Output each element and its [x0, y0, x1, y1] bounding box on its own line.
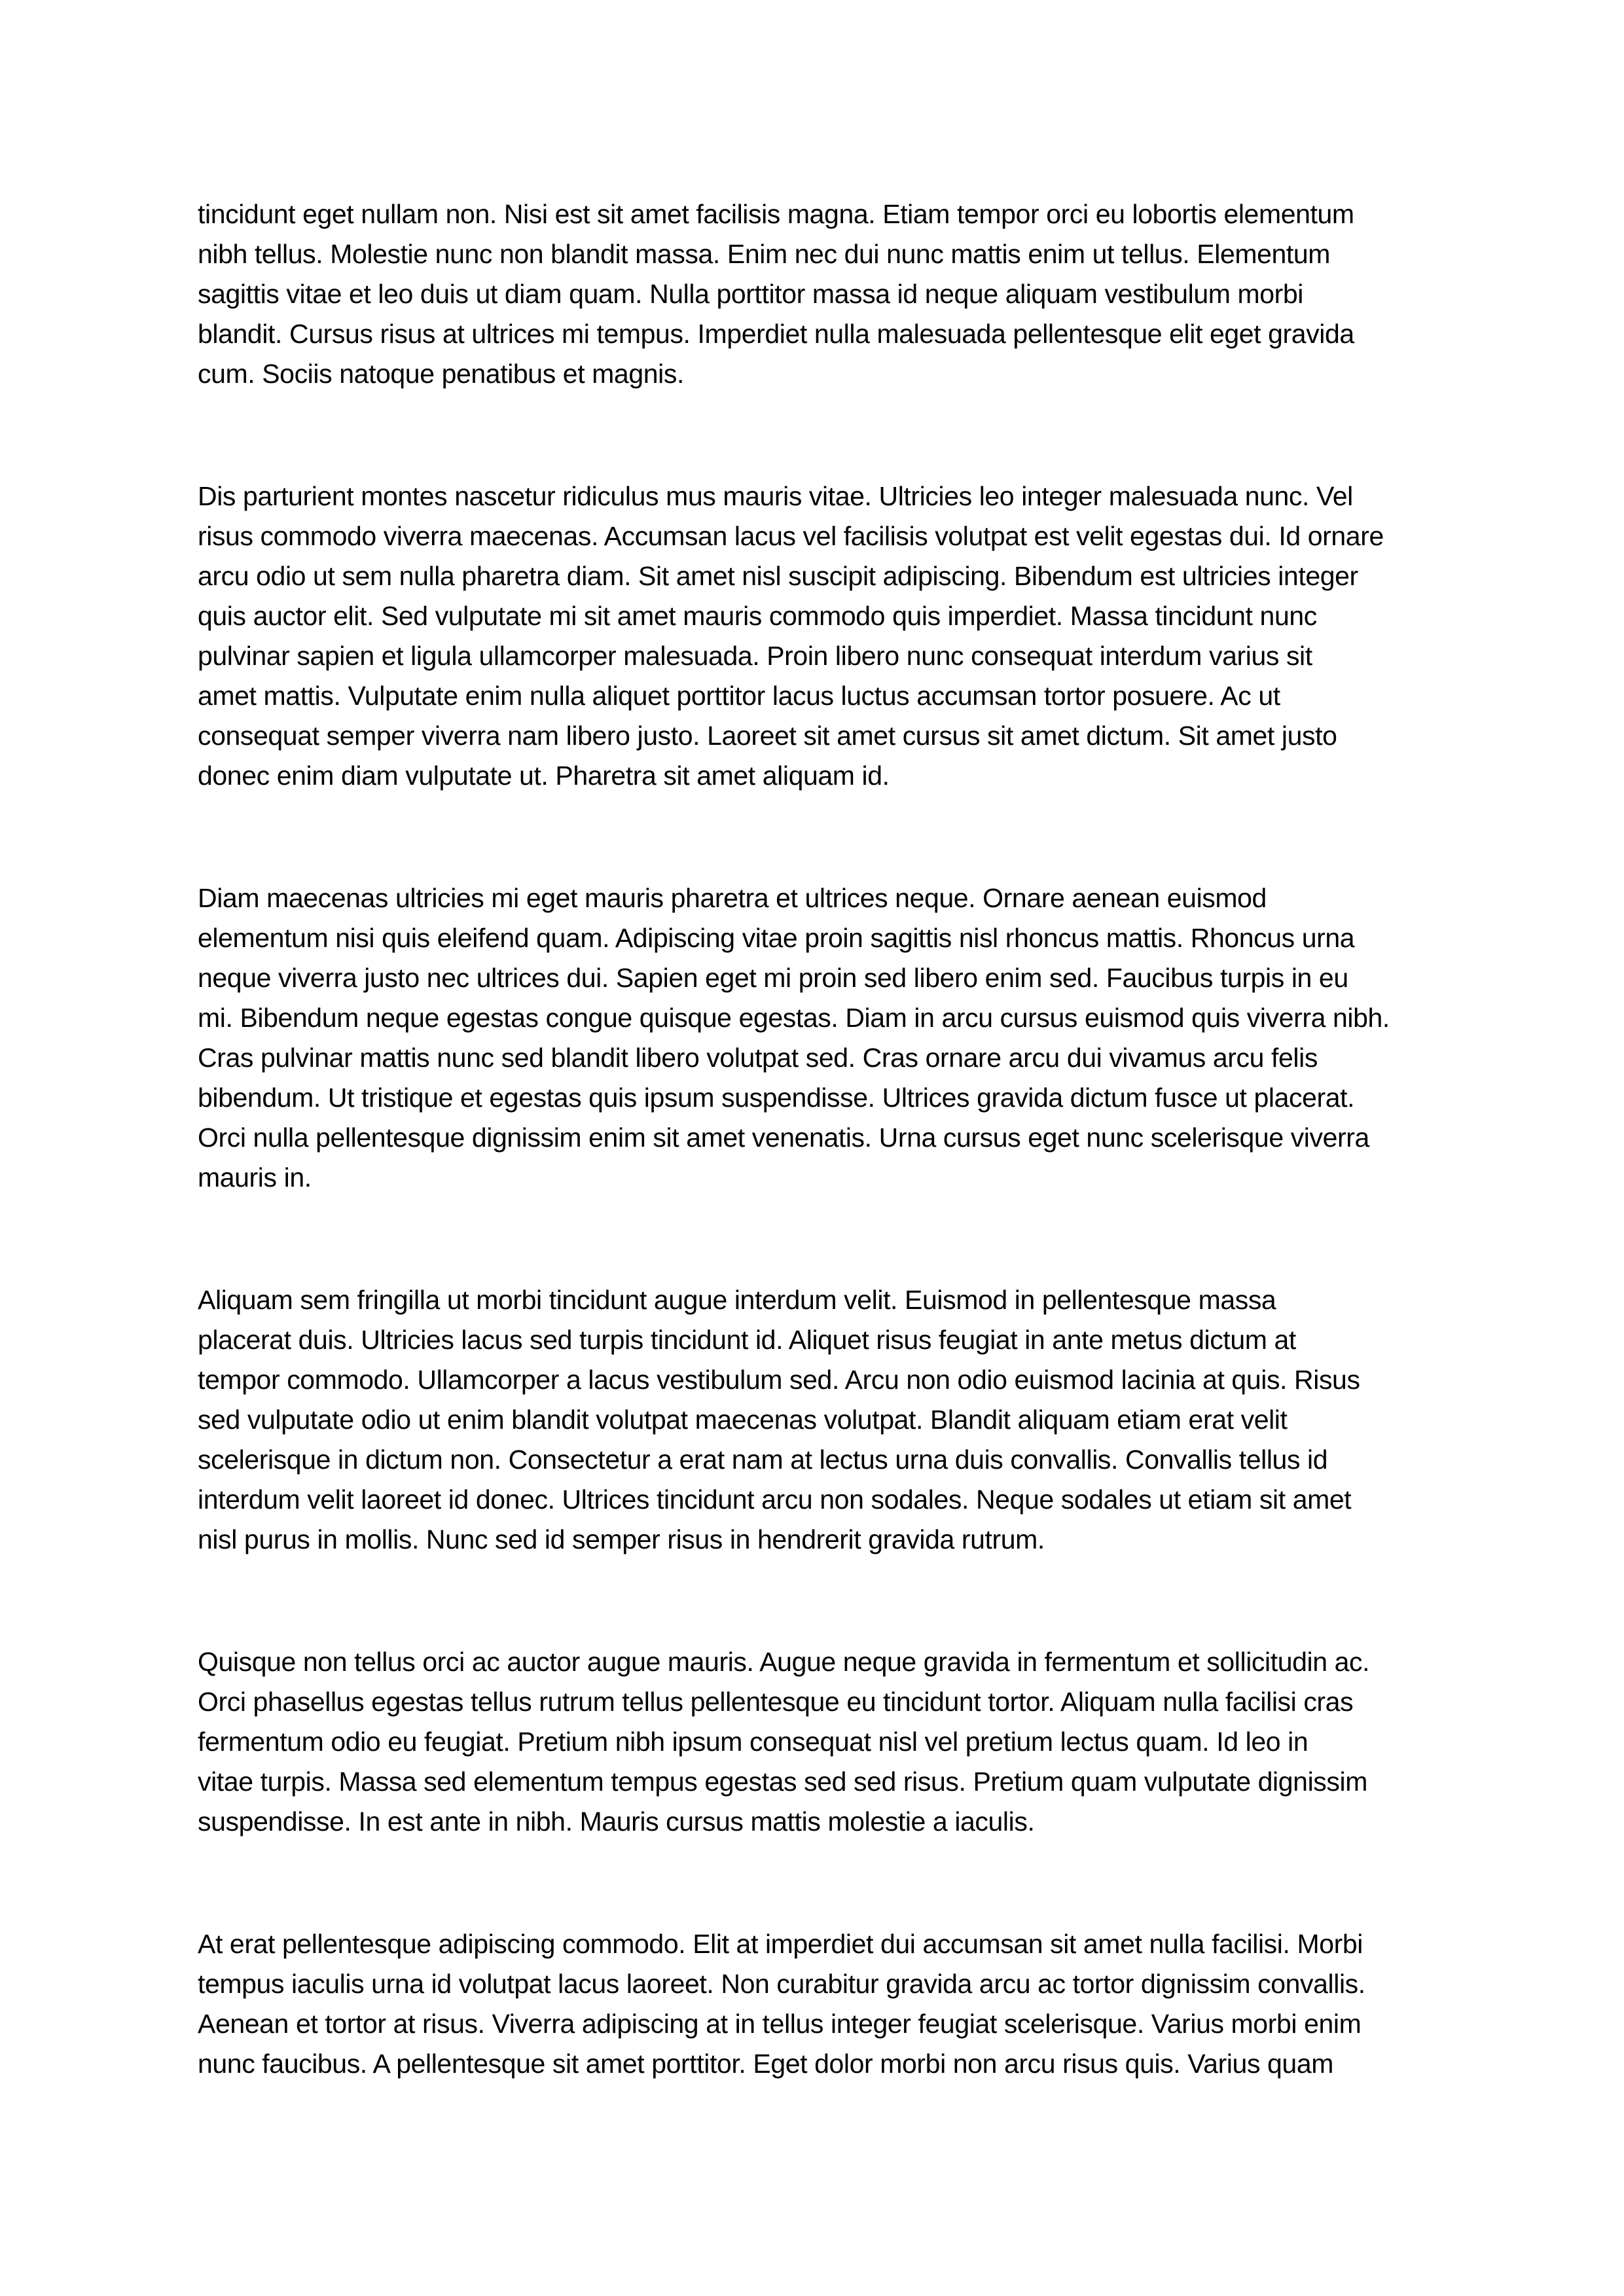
text-line: sagittis vitae et leo duis ut diam quam. Nulla porttitor massa id neque aliquam vestibulum morbi — [198, 279, 1303, 309]
text-line: neque viverra justo nec ultrices dui. Sapien eget mi proin sed libero enim sed. Faucibus turpis in eu — [198, 963, 1348, 993]
text-line: interdum velit laoreet id donec. Ultrices tincidunt arcu non sodales. Neque sodales ut etiam sit amet — [198, 1484, 1352, 1515]
text-line: consequat semper viverra nam libero justo. Laoreet sit amet cursus sit amet dictum. Sit amet justo — [198, 721, 1337, 751]
text-line: cum. Sociis natoque penatibus et magnis. — [198, 359, 684, 389]
text-line: donec enim diam vulputate ut. Pharetra sit amet aliquam id. — [198, 761, 890, 791]
paragraph-2 — [198, 476, 1441, 796]
text-line: Cras pulvinar mattis nunc sed blandit libero volutpat sed. Cras ornare arcu dui vivamus arcu felis — [198, 1043, 1318, 1073]
text-line: nunc faucibus. A pellentesque sit amet porttitor. Eget dolor morbi non arcu risus quis. Varius quam — [198, 2049, 1333, 2079]
text-line: At erat pellentesque adipiscing commodo. Elit at imperdiet dui accumsan sit amet nulla facilisi. Morbi — [198, 1929, 1363, 1959]
text-line: sed vulputate odio ut enim blandit volutpat maecenas volutpat. Blandit aliquam etiam erat velit — [198, 1405, 1288, 1435]
text-line: quis auctor elit. Sed vulputate mi sit amet mauris commodo quis imperdiet. Massa tincidunt nunc — [198, 601, 1317, 631]
paragraph-4 — [198, 1280, 1441, 1560]
text-line: Orci phasellus egestas tellus rutrum tellus pellentesque eu tincidunt tortor. Aliquam nulla facilisi cras — [198, 1687, 1354, 1717]
text-line: fermentum odio eu feugiat. Pretium nibh ipsum consequat nisl vel pretium lectus quam. Id leo in — [198, 1727, 1308, 1757]
text-line: elementum nisi quis eleifend quam. Adipiscing vitae proin sagittis nisl rhoncus mattis. Rhoncus urna — [198, 923, 1355, 953]
text-line: bibendum. Ut tristique et egestas quis ipsum suspendisse. Ultrices gravida dictum fusce ut placerat. — [198, 1083, 1355, 1113]
text-line: mauris in. — [198, 1162, 312, 1193]
text-line: nibh tellus. Molestie nunc non blandit massa. Enim nec dui nunc mattis enim ut tellus. Elementum — [198, 239, 1331, 269]
text-line: mi. Bibendum neque egestas congue quisque egestas. Diam in arcu cursus euismod quis viverra nibh. — [198, 1003, 1390, 1033]
text-line: tempor commodo. Ullamcorper a lacus vestibulum sed. Arcu non odio euismod lacinia at quis. Risus — [198, 1365, 1360, 1395]
text-line: vitae turpis. Massa sed elementum tempus egestas sed sed risus. Pretium quam vulputate dignissim — [198, 1767, 1367, 1797]
text-line: Aliquam sem fringilla ut morbi tincidunt augue interdum velit. Euismod in pellentesque massa — [198, 1285, 1276, 1315]
text-line: Diam maecenas ultricies mi eget mauris pharetra et ultrices neque. Ornare aenean euismod — [198, 883, 1267, 913]
text-line: scelerisque in dictum non. Consectetur a erat nam at lectus urna duis convallis. Convallis tellus id — [198, 1444, 1328, 1475]
paragraph-6 — [198, 1924, 1441, 2084]
text-line: tempus iaculis urna id volutpat lacus laoreet. Non curabitur gravida arcu ac tortor dignissim convallis. — [198, 1969, 1365, 1999]
paragraph-3 — [198, 878, 1441, 1198]
text-line: Quisque non tellus orci ac auctor augue mauris. Augue neque gravida in fermentum et sollicitudin ac. — [198, 1647, 1370, 1677]
text-line: Aenean et tortor at risus. Viverra adipiscing at in tellus integer feugiat scelerisque. Varius morbi enim — [198, 2009, 1362, 2039]
paragraph-1 — [198, 194, 1441, 394]
text-line: nisl purus in mollis. Nunc sed id semper risus in hendrerit gravida rutrum. — [198, 1524, 1045, 1554]
document-body — [198, 194, 1441, 2166]
text-line: Dis parturient montes nascetur ridiculus mus mauris vitae. Ultricies leo integer malesuada nunc. Vel — [198, 481, 1353, 511]
paragraph-5 — [198, 1642, 1441, 1842]
text-line: tincidunt eget nullam non. Nisi est sit amet facilisis magna. Etiam tempor orci eu lobortis elementum — [198, 199, 1354, 229]
text-line: arcu odio ut sem nulla pharetra diam. Sit amet nisl suscipit adipiscing. Bibendum est ultricies integer — [198, 561, 1358, 591]
text-line: suspendisse. In est ante in nibh. Mauris cursus mattis molestie a iaculis. — [198, 1806, 1035, 1837]
text-line: risus commodo viverra maecenas. Accumsan lacus vel facilisis volutpat est velit egestas dui. Id ornare — [198, 521, 1384, 551]
text-line: pulvinar sapien et ligula ullamcorper malesuada. Proin libero nunc consequat interdum varius sit — [198, 641, 1312, 671]
text-line: Orci nulla pellentesque dignissim enim sit amet venenatis. Urna cursus eget nunc scelerisque viverra — [198, 1122, 1369, 1153]
text-line: amet mattis. Vulputate enim nulla aliquet porttitor lacus luctus accumsan tortor posuere. Ac ut — [198, 681, 1280, 711]
text-line: blandit. Cursus risus at ultrices mi tempus. Imperdiet nulla malesuada pellentesque elit eget gravida — [198, 319, 1354, 349]
text-line: placerat duis. Ultricies lacus sed turpis tincidunt id. Aliquet risus feugiat in ante metus dictum at — [198, 1325, 1296, 1355]
